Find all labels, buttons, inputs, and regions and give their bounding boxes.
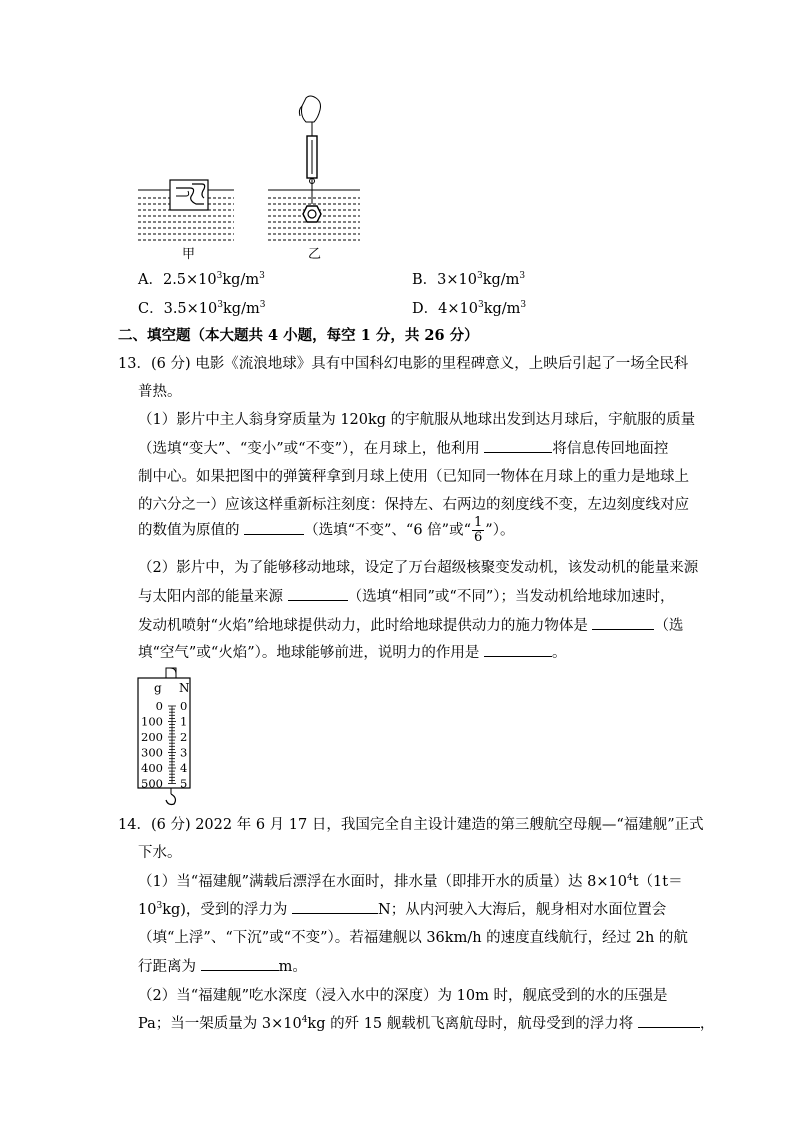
q13-line-7: 的数值为原值的 （选填“不变”、“6 倍”或“ $\frac{1}{6}$ ”）。 [138,515,515,545]
scale-right-tick-label: 2 [180,730,188,744]
q14-line-3: （1）当“福建舰”满载后漂浮在水面时，排水量（即排开水的质量）达 $8\times 10^4t(1t=$ [138,873,683,890]
answer-blank[interactable] [484,438,552,453]
figure-jia-label: 甲 [182,247,196,262]
q13-line-6: 的六分之一）应该这样重新标注刻度：保持左、右两边的刻度线不变，左边刻度线对应 [138,497,689,513]
answer-blank[interactable] [292,899,378,914]
scale-left-tick-label: 300 [141,745,163,760]
figure-yi [268,96,360,240]
buoyancy-figures [130,92,360,262]
scale-left-tick-label: 400 [141,761,163,775]
scale-right-tick-label: 3 [180,745,188,760]
answer-blank[interactable] [244,520,304,535]
q14-line-7: （2）当“福建舰”吃水深度（浸入水中的深度）为 10m 时，舰底受到的水的压强是 [138,988,668,1004]
scale-right-tick-label: 5 [180,776,188,791]
q13-line-5: 制中心。如果把图中的弹簧秤拿到月球上使用（已知同一物体在月球上的重力是地球上 [138,469,689,485]
scale-left-tick-label: 0 [155,699,163,713]
answer-blank[interactable] [638,1013,700,1028]
scale-left-tick-label: 100 [141,714,163,729]
scale-unit-left: g [154,681,162,695]
option-a[interactable]: A．$2.5\times 10^3kg/m^3$ [138,271,265,288]
figure-yi-label: 乙 [308,247,322,262]
q13-line-10: 发动机喷射“火焰”给地球提供动力，此时给地球提供动力的施力物体是 （选 [138,614,683,635]
option-b[interactable]: B．$3\times 10^3kg/m^3$ [412,271,526,288]
q14-line-6: 行距离为 m。 [138,955,307,976]
option-d[interactable]: D．$4\times 10^3kg/m^3$ [412,300,527,317]
fraction: $\frac{1}{6}$ [474,515,483,545]
q13-line-8: （2）影片中，为了能够移动地球，设定了万台超级核聚变发动机，该发动机的能量来源 [138,560,699,576]
spring-scale-figure [136,664,196,806]
scale-right-tick-label: 4 [180,761,188,775]
q14-line-1: 14．(6 分) 2022 年 6 月 17 日，我国完全自主设计建造的第三艘航空母舰—“福建舰”正式 [118,817,704,833]
scale-right-tick-label: 0 [180,699,188,713]
q14-line-4: $10^3kg$)，受到的浮力为 N；从内河驶入大海后，舰身相对水面位置会 [138,901,667,918]
q13-line-11: 填“空气”或“火焰”）。地球能够前进，说明力的作用是 。 [138,641,567,662]
q13-line-3: （1）影片中主人翁身穿质量为 120kg 的宇航服从地球出发到达月球后，宇航服的质量 [138,412,696,428]
answer-blank[interactable] [288,586,348,601]
answer-blank[interactable] [484,642,552,657]
section-title: 二、填空题（本大题共 4 小题，每空 1 分，共 26 分） [118,327,479,344]
figure-jia [138,180,234,240]
q14-line-5: （填“上浮”、“下沉”或“不变”）。若福建舰以 36km/h 的速度直线航行，经过 2h 的航 [138,930,688,946]
answer-blank[interactable] [592,615,654,630]
q14-line-2: 下水。 [138,845,182,861]
scale-left-tick-label: 200 [141,730,163,744]
scale-unit-right: N [179,681,190,695]
scale-left-tick-label: 500 [141,776,163,791]
q13-line-1: 13．(6 分) 电影《流浪地球》具有中国科幻电影的里程碑意义，上映后引起了一场全民科 [118,356,689,372]
answer-blank[interactable] [201,956,279,971]
q13-line-2: 普热。 [138,384,182,400]
option-c[interactable]: C．$3.5\times 10^3kg/m^3$ [138,300,266,317]
q13-line-9: 与太阳内部的能量来源 （选填“相同”或“不同”）；当发动机给地球加速时， [138,585,675,606]
q13-line-4: （选填“变大”、“变小”或“不变”），在月球上，他利用 将信息传回地面控 [138,437,668,458]
q14-line-8: Pa；当一架质量为 $3\times 10^4kg$ 的歼 15 舰载机飞离航母时，航母受到的浮力将 ， [138,1015,715,1032]
scale-right-tick-label: 1 [180,714,188,729]
